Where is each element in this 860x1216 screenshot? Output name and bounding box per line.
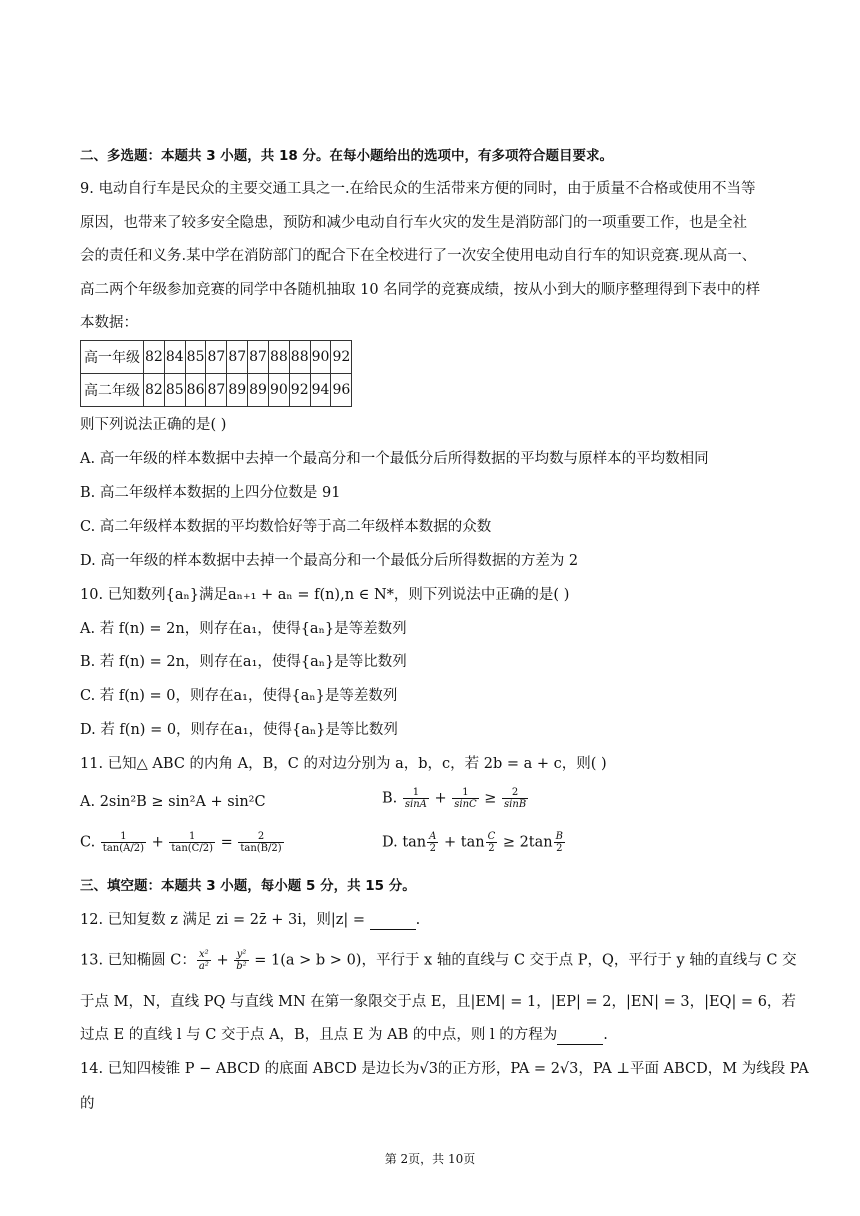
denominator: sinC xyxy=(454,799,477,810)
numerator: 1 xyxy=(452,787,478,799)
q9-option-c: C. 高二年级样本数据的平均数恰好等于高二年级样本数据的众数 xyxy=(80,519,492,535)
q13-line-2: 于点 M，N，直线 PQ 与直线 MN 在第一象限交于点 E，且|EM| = 1，|EP| = 2，|EN| = 3，|EQ| = 6，若 xyxy=(80,994,796,1010)
score-table xyxy=(80,340,352,407)
fraction xyxy=(238,831,283,854)
relation: = xyxy=(220,834,233,851)
table-cell: 94 xyxy=(310,374,331,407)
q10-option-c: C. 若 f(n) = 0，则存在a₁，使得{aₙ}是等差数列 xyxy=(80,688,398,704)
option-prefix: B. xyxy=(382,790,402,807)
numerator: 1 xyxy=(169,831,215,843)
option-prefix: D. tan xyxy=(382,834,427,851)
fraction xyxy=(197,949,211,972)
q12-end: . xyxy=(415,912,421,928)
denominator: sinB xyxy=(504,799,527,810)
table-cell: 84 xyxy=(164,341,185,374)
fraction xyxy=(486,831,498,854)
q13-line-3-text: 过点 E 的直线 l 与 C 交于点 A，B，且点 E 为 AB 的中点，则 l 的方程为 xyxy=(80,1027,558,1043)
denominator: tan(A/2) xyxy=(102,843,144,854)
q9-stem-line-2: 原因，也带来了较多安全隐患，预防和减少电动自行车火灾的发生是消防部门的一项重要工作，也是全社 xyxy=(80,215,747,231)
q11-option-a: A. 2sin²B ≥ sin²A + sin²C xyxy=(80,794,266,810)
table-row xyxy=(81,341,352,374)
section-2-heading: 二、多选题：本题共 3 小题，共 18 分。在每小题给出的选项中，有多项符合题目要求。 xyxy=(80,148,613,164)
table-cell: 90 xyxy=(268,374,289,407)
row-label: 高二年级 xyxy=(81,374,144,407)
fraction xyxy=(403,787,429,810)
operator: + tan xyxy=(439,834,485,851)
table-cell: 87 xyxy=(227,341,248,374)
table-cell: 89 xyxy=(248,374,269,407)
q9-option-b: B. 高二年级样本数据的上四分位数是 91 xyxy=(80,485,341,501)
q10-option-d: D. 若 f(n) = 0，则存在a₁，使得{aₙ}是等比数列 xyxy=(80,722,398,738)
numerator: C xyxy=(487,831,496,842)
table-cell: 92 xyxy=(331,341,352,374)
table-cell: 82 xyxy=(144,341,165,374)
numerator: x² xyxy=(197,949,211,961)
fraction xyxy=(101,831,146,854)
q14-line-2: 的 xyxy=(80,1096,95,1112)
fraction xyxy=(452,787,478,810)
q9-stem-line-5: 本数据： xyxy=(80,315,138,331)
option-prefix: C. xyxy=(80,834,100,851)
numerator: 2 xyxy=(502,787,528,799)
q12-text: 12. 已知复数 z 满足 zi = 2z̄ + 3i，则|z| = xyxy=(80,912,370,928)
table-cell: 85 xyxy=(185,341,206,374)
fraction xyxy=(169,831,215,854)
q13-line-3 xyxy=(80,1025,608,1045)
table-cell: 88 xyxy=(289,341,310,374)
q12 xyxy=(80,910,420,930)
fraction xyxy=(502,787,528,810)
page-footer: 第 2页，共 10页 xyxy=(384,1152,476,1166)
table-cell: 89 xyxy=(227,374,248,407)
q9-stem-line-1: 9. 电动自行车是民众的主要交通工具之一.在给民众的生活带来方便的同时，由于质量不合格或使用不当等 xyxy=(80,181,756,197)
table-row xyxy=(81,374,352,407)
numerator: A xyxy=(429,831,437,842)
denominator: 2 xyxy=(488,843,495,854)
q13-end: . xyxy=(603,1027,608,1043)
table-cell: 85 xyxy=(164,374,185,407)
fraction xyxy=(427,831,438,854)
denominator: sinA xyxy=(404,799,427,810)
table-cell: 86 xyxy=(185,374,206,407)
numerator: 1 xyxy=(101,831,146,843)
relation: ≥ xyxy=(484,790,497,807)
numerator: 2 xyxy=(238,831,283,843)
denominator: b² xyxy=(236,961,247,972)
table-cell: 96 xyxy=(331,374,352,407)
q10-option-a: A. 若 f(n) = 2n，则存在a₁，使得{aₙ}是等差数列 xyxy=(80,621,407,637)
q11-option-c: C. $\frac{1}{\tan(A/2)}$ + $\frac{1}{\tan(C/2)}$ = $\frac{2}{\tan(B/2)}$ xyxy=(80,831,282,854)
numerator: y² xyxy=(234,949,248,961)
q14-line-1: 14. 已知四棱锥 P − ABCD 的底面 ABCD 是边长为√3的正方形，PA = 2√3，PA ⊥平面 ABCD，M 为线段 PA xyxy=(80,1061,809,1077)
table-cell: 87 xyxy=(206,374,227,407)
answer-blank xyxy=(370,915,416,930)
table-cell: 92 xyxy=(289,374,310,407)
answer-blank xyxy=(557,1030,603,1045)
table-cell: 87 xyxy=(206,341,227,374)
row-label: 高一年级 xyxy=(81,341,144,374)
numerator: B xyxy=(555,831,563,842)
denominator: tan(B/2) xyxy=(240,843,282,854)
numerator: 1 xyxy=(403,787,429,799)
q9-question: 则下列说法正确的是( ) xyxy=(80,417,227,433)
relation: ≥ 2tan xyxy=(498,834,553,851)
section-3-heading: 三、填空题：本题共 3 小题，每小题 5 分，共 15 分。 xyxy=(80,878,416,894)
q9-stem-line-4: 高二两个年级参加竞赛的同学中各随机抽取 10 名同学的竞赛成绩，按从小到大的顺序整理得到下表中的样 xyxy=(80,282,761,298)
q9-option-a: A. 高一年级的样本数据中去掉一个最高分和一个最低分后所得数据的平均数与原样本的平均数相同 xyxy=(80,451,709,467)
denominator: tan(C/2) xyxy=(171,843,213,854)
table-cell: 82 xyxy=(144,374,165,407)
q9-stem-line-3: 会的责任和义务.某中学在消防部门的配合下在全校进行了一次安全使用电动自行车的知识竞赛.现从高一、 xyxy=(80,248,757,264)
table-cell: 88 xyxy=(268,341,289,374)
q11-option-d xyxy=(382,831,566,854)
fraction xyxy=(234,949,248,972)
denominator: 2 xyxy=(429,843,436,854)
q11-stem: 11. 已知△ ABC 的内角 A，B，C 的对边分别为 a，b，c，若 2b = a + c，则( ) xyxy=(80,756,607,772)
denominator: a² xyxy=(198,961,209,972)
q13-line-1: 13. 已知椭圆 C： $\frac{\text{x²}}{\text{a²}}$ + $\frac{\text{y²}}{\text{b²}}$ = 1(a > b > 0)，平行于 x 轴的直线与 C 交于点 P，Q，平行于 y 轴的直线与 C 交 xyxy=(80,949,797,972)
table-cell: 87 xyxy=(248,341,269,374)
table-cell: 90 xyxy=(310,341,331,374)
q13-rest: = 1(a > b > 0)，平行于 x 轴的直线与 C 交于点 P，Q，平行于 y 轴的直线与 C 交 xyxy=(249,952,797,969)
q13-prefix: 13. 已知椭圆 C： xyxy=(80,952,196,969)
denominator: 2 xyxy=(556,843,563,854)
q10-stem: 10. 已知数列{aₙ}满足aₙ₊₁ + aₙ = f(n),n ∈ N*，则下列说法中正确的是( ) xyxy=(80,587,570,603)
q11-option-b: B. $\frac{1}{\sin A}$ + $\frac{1}{\sin C}$ ≥ $\frac{2}{\sin B}$ xyxy=(382,787,527,810)
q9-option-d: D. 高一年级的样本数据中去掉一个最高分和一个最低分后所得数据的方差为 2 xyxy=(80,553,579,569)
q10-option-b: B. 若 f(n) = 2n，则存在a₁，使得{aₙ}是等比数列 xyxy=(80,654,407,670)
fraction xyxy=(554,831,565,854)
